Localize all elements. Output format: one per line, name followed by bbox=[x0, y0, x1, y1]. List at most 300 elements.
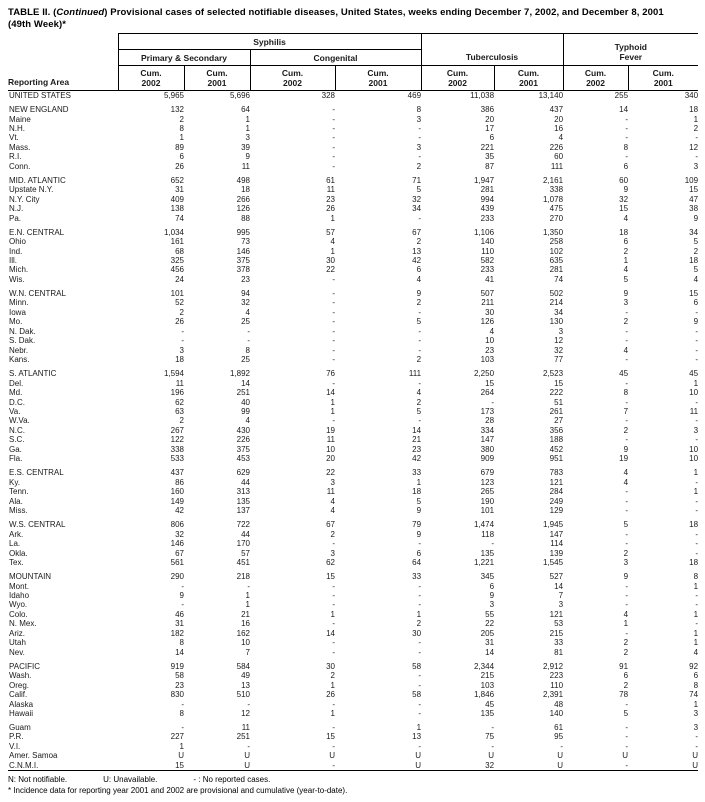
footnote-dash: - : No reported cases. bbox=[193, 775, 271, 785]
table-row bbox=[8, 152, 698, 161]
value-cell: 502 bbox=[549, 288, 564, 298]
value-cell: 722 bbox=[236, 520, 250, 530]
value-cell: 188 bbox=[549, 435, 564, 445]
value-cell: 60 bbox=[554, 152, 564, 162]
table-row bbox=[8, 228, 698, 237]
table-row bbox=[8, 723, 698, 732]
value-cell: 2 bbox=[416, 397, 422, 407]
value-cell: 135 bbox=[480, 708, 495, 718]
value-cell: - bbox=[695, 539, 699, 549]
reporting-area-cell: N. Mex. bbox=[9, 619, 37, 629]
value-cell: 9 bbox=[623, 444, 629, 454]
value-cell: 3 bbox=[623, 558, 629, 567]
typhoid-group-header bbox=[563, 34, 698, 66]
table-row bbox=[8, 732, 698, 741]
value-cell: 64 bbox=[241, 105, 250, 115]
table-title bbox=[8, 7, 697, 31]
value-cell: 409 bbox=[170, 194, 184, 204]
value-cell: 78 bbox=[619, 690, 629, 700]
table-row bbox=[8, 388, 698, 397]
value-cell: 58 bbox=[412, 690, 422, 700]
value-cell: 18 bbox=[412, 487, 422, 497]
value-cell: 3 bbox=[245, 133, 250, 143]
value-cell: 3 bbox=[693, 723, 699, 733]
reporting-area-cell: Ohio bbox=[9, 237, 26, 247]
value-cell: 41 bbox=[485, 274, 495, 284]
value-cell: 18 bbox=[175, 355, 184, 365]
value-cell: 132 bbox=[170, 105, 184, 115]
reporting-area-cell: Fla. bbox=[9, 454, 23, 464]
value-cell: - bbox=[625, 336, 629, 346]
table-row bbox=[8, 662, 698, 671]
value-cell: 4 bbox=[558, 133, 564, 143]
value-cell: - bbox=[247, 699, 250, 709]
value-cell: 52 bbox=[175, 298, 184, 308]
value-cell: 135 bbox=[480, 548, 495, 558]
column-header-cum-2002-6: Cum. 2002 bbox=[563, 66, 628, 91]
value-cell: 2 bbox=[179, 307, 184, 317]
value-cell: - bbox=[695, 152, 699, 162]
value-cell: 110 bbox=[481, 246, 495, 256]
value-cell: 15 bbox=[689, 185, 699, 195]
value-cell: 475 bbox=[549, 204, 564, 214]
value-cell: 99 bbox=[241, 407, 250, 417]
value-cell: 375 bbox=[236, 256, 250, 266]
value-cell: 20 bbox=[326, 454, 335, 464]
column-header-cum-2001-7: Cum. 2001 bbox=[628, 66, 698, 91]
value-cell: 67 bbox=[412, 227, 422, 237]
value-cell: 5,965 bbox=[163, 91, 184, 100]
value-cell: 9 bbox=[623, 185, 629, 195]
value-cell: 378 bbox=[236, 265, 250, 275]
reporting-area-cell: S. Dak. bbox=[9, 336, 36, 346]
value-cell: 118 bbox=[481, 529, 495, 539]
value-cell: 1 bbox=[330, 397, 335, 407]
table-row bbox=[8, 143, 698, 152]
value-cell: 19 bbox=[326, 425, 335, 435]
value-cell: - bbox=[332, 105, 335, 115]
value-cell: 14 bbox=[412, 425, 422, 435]
value-cell: 994 bbox=[480, 194, 495, 204]
table-row bbox=[8, 115, 698, 124]
value-cell: 783 bbox=[549, 468, 564, 478]
footnote-legend bbox=[8, 774, 697, 785]
value-cell: 338 bbox=[170, 444, 184, 454]
value-cell: - bbox=[625, 723, 629, 733]
reporting-area-cell: Colo. bbox=[9, 609, 28, 619]
value-cell: 1 bbox=[693, 699, 699, 709]
value-cell: - bbox=[625, 326, 629, 336]
table-row bbox=[8, 700, 698, 709]
value-cell: - bbox=[332, 123, 335, 133]
value-cell: 4 bbox=[623, 477, 629, 487]
value-cell: - bbox=[695, 600, 699, 610]
value-cell: 1 bbox=[245, 590, 250, 600]
value-cell: 1 bbox=[693, 638, 699, 648]
value-cell: - bbox=[332, 298, 335, 308]
value-cell: 162 bbox=[236, 628, 250, 638]
value-cell: - bbox=[418, 539, 422, 549]
value-cell: 4 bbox=[623, 213, 629, 223]
value-cell: - bbox=[332, 288, 335, 298]
value-cell: 1 bbox=[623, 619, 629, 629]
value-cell: - bbox=[332, 600, 335, 610]
value-cell: - bbox=[181, 336, 184, 346]
value-cell: 584 bbox=[236, 661, 250, 671]
value-cell: - bbox=[695, 477, 699, 487]
value-cell: - bbox=[695, 506, 699, 516]
value-cell: 313 bbox=[236, 487, 250, 497]
value-cell: 264 bbox=[480, 388, 495, 398]
table-row bbox=[8, 610, 698, 619]
value-cell: 227 bbox=[170, 732, 184, 742]
value-cell: 74 bbox=[554, 274, 564, 284]
value-cell: 507 bbox=[480, 288, 495, 298]
value-cell: 1 bbox=[416, 609, 422, 619]
value-cell: 2,161 bbox=[543, 175, 564, 185]
value-cell: 67 bbox=[326, 520, 335, 530]
value-cell: 15 bbox=[689, 288, 699, 298]
table-row bbox=[8, 124, 698, 133]
value-cell: 6 bbox=[416, 548, 422, 558]
value-cell: - bbox=[695, 133, 699, 143]
value-cell: 114 bbox=[550, 539, 564, 549]
value-cell: - bbox=[418, 590, 422, 600]
value-cell: 3 bbox=[623, 298, 629, 308]
value-cell: 30 bbox=[326, 661, 335, 671]
value-cell: 215 bbox=[480, 671, 495, 681]
value-cell: 9 bbox=[416, 529, 422, 539]
value-cell: 11 bbox=[326, 185, 335, 195]
value-cell: - bbox=[418, 581, 422, 591]
value-cell: 15 bbox=[326, 732, 335, 742]
value-cell: 19 bbox=[619, 454, 629, 464]
value-cell: 196 bbox=[170, 388, 184, 398]
value-cell: 1 bbox=[330, 213, 335, 223]
value-cell: 1,106 bbox=[474, 227, 495, 237]
value-cell: 1 bbox=[693, 114, 699, 124]
footnote-n: N: Not notifiable. bbox=[8, 775, 68, 785]
reporting-area-cell: P.R. bbox=[9, 732, 24, 742]
value-cell: - bbox=[418, 326, 422, 336]
value-cell: 205 bbox=[480, 628, 495, 638]
value-cell: 2,344 bbox=[474, 661, 495, 671]
value-cell: 23 bbox=[326, 194, 335, 204]
value-cell: - bbox=[418, 741, 422, 751]
value-cell: U bbox=[329, 751, 335, 761]
value-cell: 3 bbox=[416, 114, 422, 124]
reporting-area-cell: Idaho bbox=[9, 590, 30, 600]
primary-secondary-header: Primary & Secondary bbox=[118, 50, 250, 66]
value-cell: 3 bbox=[558, 326, 564, 336]
value-cell: 23 bbox=[175, 680, 184, 690]
value-cell: 2 bbox=[179, 114, 184, 124]
value-cell: - bbox=[418, 671, 422, 681]
reporting-area-cell: W.Va. bbox=[9, 416, 30, 426]
value-cell: 26 bbox=[326, 690, 335, 700]
value-cell: 2 bbox=[693, 246, 699, 256]
table-row bbox=[8, 379, 698, 388]
footnote-asterisk: * Incidence data for reporting year 2001 and 2002 are provisional and cumulative (year-to-date). bbox=[8, 786, 348, 796]
reporting-area-cell: La. bbox=[9, 539, 21, 549]
table-row bbox=[8, 549, 698, 558]
value-cell: 34 bbox=[412, 204, 422, 214]
value-cell: 12 bbox=[554, 336, 564, 346]
value-cell: - bbox=[625, 307, 629, 317]
value-cell: 111 bbox=[408, 369, 422, 379]
value-cell: 1,474 bbox=[474, 520, 495, 530]
value-cell: 26 bbox=[326, 204, 335, 214]
value-cell: 375 bbox=[236, 444, 250, 454]
value-cell: 33 bbox=[412, 468, 422, 478]
value-cell: 4 bbox=[623, 265, 629, 275]
value-cell: - bbox=[560, 741, 564, 751]
value-cell: 6 bbox=[693, 671, 699, 681]
value-cell: - bbox=[332, 336, 335, 346]
value-cell: - bbox=[625, 435, 629, 445]
value-cell: 109 bbox=[684, 175, 699, 185]
value-cell: - bbox=[247, 581, 250, 591]
value-cell: 2 bbox=[623, 246, 629, 256]
value-cell: 437 bbox=[549, 105, 564, 115]
value-cell: 629 bbox=[236, 468, 250, 478]
value-cell: - bbox=[491, 723, 495, 733]
table-row bbox=[8, 256, 698, 265]
value-cell: 1,221 bbox=[474, 558, 495, 567]
value-cell: 30 bbox=[485, 307, 495, 317]
value-cell: 14 bbox=[241, 378, 250, 388]
value-cell: 190 bbox=[480, 496, 495, 506]
value-cell: 290 bbox=[170, 572, 184, 582]
value-cell: - bbox=[695, 529, 699, 539]
value-cell: 1 bbox=[179, 133, 184, 143]
value-cell: 57 bbox=[241, 548, 250, 558]
value-cell: 60 bbox=[619, 175, 629, 185]
value-cell: 4 bbox=[245, 307, 250, 317]
table-row bbox=[8, 468, 698, 477]
value-cell: 21 bbox=[241, 609, 250, 619]
table-row bbox=[8, 690, 698, 699]
reporting-area-cell: N.H. bbox=[9, 123, 25, 133]
value-cell: 582 bbox=[480, 256, 495, 266]
value-cell: - bbox=[181, 723, 184, 733]
value-cell: - bbox=[625, 397, 629, 407]
value-cell: 146 bbox=[170, 539, 184, 549]
value-cell: 45 bbox=[485, 699, 495, 709]
value-cell: - bbox=[332, 378, 335, 388]
value-cell: 2 bbox=[416, 619, 422, 629]
value-cell: 2,250 bbox=[474, 369, 495, 379]
table-row bbox=[8, 761, 698, 771]
value-cell: 61 bbox=[326, 175, 335, 185]
value-cell: 8 bbox=[623, 388, 629, 398]
value-cell: 161 bbox=[170, 237, 184, 247]
reporting-area-cell: Wash. bbox=[9, 671, 32, 681]
value-cell: U bbox=[488, 751, 495, 761]
value-cell: - bbox=[332, 581, 335, 591]
value-cell: 6 bbox=[179, 152, 184, 162]
value-cell: 25 bbox=[241, 317, 250, 327]
reporting-area-cell: E.N. CENTRAL bbox=[9, 227, 65, 237]
table-row bbox=[8, 478, 698, 487]
value-cell: 15 bbox=[554, 378, 564, 388]
value-cell: - bbox=[625, 416, 629, 426]
value-cell: 18 bbox=[241, 185, 250, 195]
reporting-area-cell: Hawaii bbox=[9, 708, 34, 718]
value-cell: 18 bbox=[689, 558, 699, 567]
value-cell: 86 bbox=[175, 477, 184, 487]
value-cell: 9 bbox=[623, 572, 629, 582]
reporting-area-cell: Va. bbox=[9, 407, 21, 417]
reporting-area-cell: S. ATLANTIC bbox=[9, 369, 57, 379]
reporting-area-cell: Ark. bbox=[9, 529, 24, 539]
value-cell: 2 bbox=[179, 416, 184, 426]
value-cell: 267 bbox=[170, 425, 184, 435]
value-cell: 2 bbox=[330, 671, 335, 681]
value-cell: 11 bbox=[326, 487, 335, 497]
value-cell: - bbox=[418, 345, 422, 355]
reporting-area-cell: MOUNTAIN bbox=[9, 572, 52, 582]
value-cell: - bbox=[247, 336, 250, 346]
table-row bbox=[8, 204, 698, 213]
table-row bbox=[8, 600, 698, 609]
value-cell: - bbox=[491, 397, 495, 407]
reporting-area-cell: D.C. bbox=[9, 397, 25, 407]
table-row bbox=[8, 572, 698, 581]
value-cell: 51 bbox=[554, 397, 564, 407]
value-cell: 5 bbox=[623, 274, 629, 284]
table-row bbox=[8, 671, 698, 680]
value-cell: 2,391 bbox=[543, 690, 564, 700]
value-cell: 9 bbox=[245, 152, 250, 162]
value-cell: 17 bbox=[485, 123, 495, 133]
value-cell: 42 bbox=[175, 506, 184, 516]
value-cell: 652 bbox=[170, 175, 184, 185]
value-cell: - bbox=[332, 317, 335, 327]
value-cell: 64 bbox=[412, 558, 422, 567]
value-cell: 32 bbox=[421, 761, 494, 771]
value-cell: 87 bbox=[485, 161, 495, 171]
value-cell: - bbox=[625, 487, 629, 497]
value-cell: - bbox=[625, 741, 629, 751]
value-cell: 7 bbox=[245, 647, 250, 657]
reporting-area-cell: Ind. bbox=[9, 246, 23, 256]
value-cell: 3 bbox=[693, 425, 699, 435]
value-cell: 15 bbox=[118, 761, 184, 771]
value-cell: 1,947 bbox=[474, 175, 495, 185]
value-cell: - bbox=[491, 741, 495, 751]
value-cell: 11 bbox=[689, 407, 699, 417]
value-cell: 5 bbox=[416, 185, 422, 195]
value-cell: 451 bbox=[236, 558, 250, 567]
value-cell: 9 bbox=[179, 590, 184, 600]
column-header-cum-2002-4: Cum. 2002 bbox=[421, 66, 494, 91]
value-cell: 561 bbox=[170, 558, 184, 567]
value-cell: 11 bbox=[175, 378, 184, 388]
value-cell: - bbox=[625, 355, 629, 365]
value-cell: 121 bbox=[549, 477, 564, 487]
value-cell: 10 bbox=[689, 388, 699, 398]
value-cell: 510 bbox=[236, 690, 250, 700]
value-cell: 4 bbox=[693, 274, 699, 284]
congenital-header: Congenital bbox=[250, 50, 421, 66]
reporting-area-cell: Ariz. bbox=[9, 628, 25, 638]
value-cell: 5 bbox=[416, 407, 422, 417]
reporting-area-cell: Wyo. bbox=[9, 600, 28, 610]
value-cell: 16 bbox=[554, 123, 564, 133]
value-cell: 7 bbox=[558, 590, 564, 600]
value-cell: 88 bbox=[241, 213, 250, 223]
value-cell: - bbox=[332, 355, 335, 365]
value-cell: - bbox=[418, 638, 422, 648]
value-cell: 5 bbox=[693, 265, 699, 275]
table-row bbox=[8, 237, 698, 246]
value-cell: 1 bbox=[693, 609, 699, 619]
value-cell: - bbox=[625, 628, 629, 638]
value-cell: 32 bbox=[412, 194, 422, 204]
value-cell: 430 bbox=[236, 425, 250, 435]
value-cell: 251 bbox=[236, 732, 250, 742]
value-cell: 26 bbox=[175, 317, 184, 327]
table-row bbox=[8, 398, 698, 407]
value-cell: 130 bbox=[549, 317, 564, 327]
value-cell: 32 bbox=[554, 345, 564, 355]
reporting-area-cell: N.C. bbox=[9, 425, 25, 435]
value-cell: - bbox=[418, 152, 422, 162]
reporting-area-cell: Ga. bbox=[9, 444, 22, 454]
value-cell: 57 bbox=[326, 227, 335, 237]
table-row bbox=[8, 195, 698, 204]
value-cell: 8 bbox=[623, 142, 629, 152]
value-cell: 2 bbox=[416, 237, 422, 247]
value-cell: 31 bbox=[175, 185, 184, 195]
table-row bbox=[8, 289, 698, 298]
reporting-area-cell: N. Dak. bbox=[9, 326, 36, 336]
table-row bbox=[8, 454, 698, 463]
value-cell: 3 bbox=[330, 477, 335, 487]
table-row bbox=[8, 681, 698, 690]
notifiable-diseases-table bbox=[8, 33, 698, 771]
value-cell: 6 bbox=[623, 237, 629, 247]
value-cell: 95 bbox=[554, 732, 564, 742]
value-cell: 103 bbox=[480, 680, 495, 690]
value-cell: 3 bbox=[179, 345, 184, 355]
table-row bbox=[8, 247, 698, 256]
table-row bbox=[8, 582, 698, 591]
value-cell: - bbox=[332, 274, 335, 284]
value-cell: 469 bbox=[407, 91, 422, 100]
value-cell: 2 bbox=[623, 647, 629, 657]
value-cell: - bbox=[418, 336, 422, 346]
value-cell: - bbox=[181, 699, 184, 709]
value-cell: - bbox=[332, 723, 335, 733]
value-cell: - bbox=[250, 761, 335, 771]
value-cell: - bbox=[332, 307, 335, 317]
value-cell: - bbox=[332, 619, 335, 629]
value-cell: 1,846 bbox=[474, 690, 495, 700]
value-cell: 2 bbox=[623, 548, 629, 558]
value-cell: - bbox=[418, 416, 422, 426]
value-cell: 15 bbox=[326, 572, 335, 582]
value-cell: 11 bbox=[241, 161, 250, 171]
value-cell: 135 bbox=[236, 496, 250, 506]
value-cell: 138 bbox=[170, 204, 184, 214]
value-cell: 1 bbox=[693, 468, 699, 478]
value-cell: 38 bbox=[689, 204, 699, 214]
reporting-area-cell: Vt. bbox=[9, 133, 19, 143]
value-cell: 77 bbox=[554, 355, 564, 365]
reporting-area-cell: Upstate N.Y. bbox=[9, 185, 54, 195]
